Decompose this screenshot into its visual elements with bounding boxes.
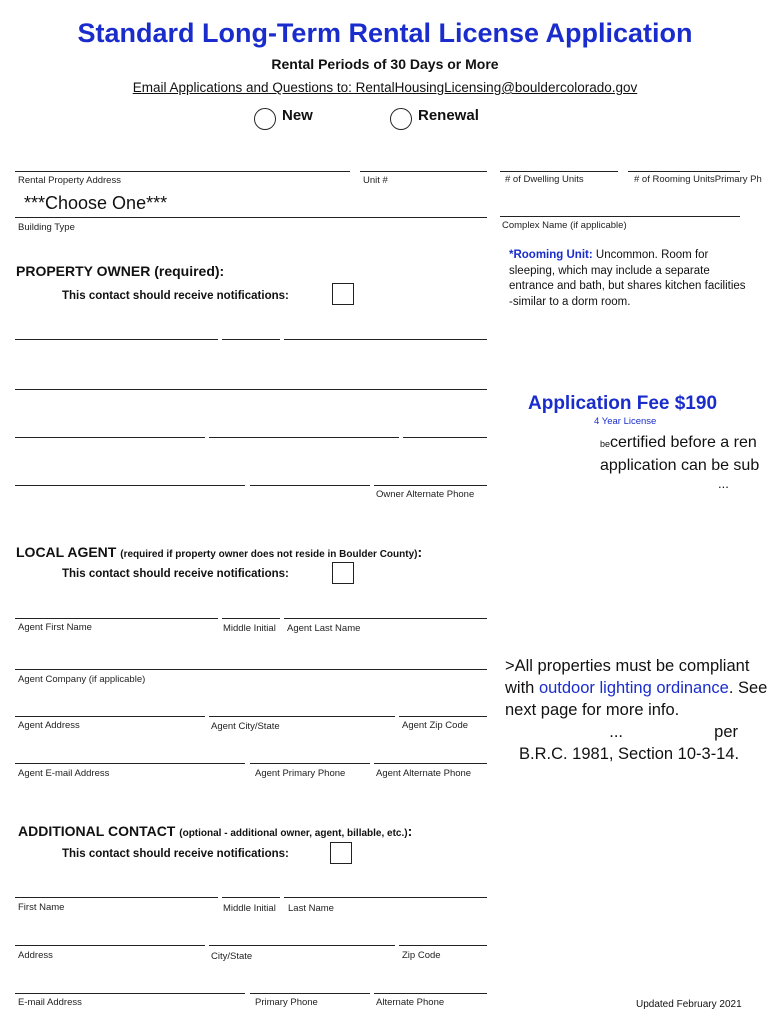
agent-zip-field[interactable] <box>399 716 487 717</box>
email-instructions[interactable]: Email Applications and Questions to: RentalHousingLicensing@bouldercolorado.gov <box>132 80 638 95</box>
additional-last-name-field[interactable] <box>284 897 487 898</box>
additional-address-label: Address <box>18 950 53 961</box>
agent-alt-phone-label: Agent Alternate Phone <box>376 768 472 779</box>
owner-alt-phone-field[interactable] <box>374 485 487 486</box>
additional-heading <box>18 823 412 839</box>
compliance-section: B.R.C. 1981, Section 10-3-14. <box>519 745 740 763</box>
additional-alt-phone-label: Alternate Phone <box>376 997 445 1008</box>
additional-heading-text: ADDITIONAL CONTACT <box>18 823 176 839</box>
additional-first-name-label: First Name <box>18 902 65 913</box>
certification-line1: certified before a ren <box>610 434 757 451</box>
owner-primary-phone-field[interactable] <box>250 485 370 486</box>
owner-company-field[interactable] <box>15 389 487 390</box>
additional-notify-label: This contact should receive notifications: <box>62 848 289 860</box>
owner-email-field[interactable] <box>15 485 245 486</box>
complex-name-label: Complex Name (if applicable) <box>502 220 627 231</box>
additional-city-state-field[interactable] <box>209 945 395 946</box>
agent-company-label: Agent Company (if applicable) <box>18 674 146 685</box>
agent-notify-label: This contact should receive notifications: <box>62 568 289 580</box>
agent-heading-colon: : <box>417 544 423 560</box>
application-fee: Application Fee $190 <box>528 393 718 414</box>
certification-small: be <box>600 439 611 449</box>
building-type-select[interactable]: ***Choose One*** <box>24 193 168 213</box>
renewal-label: Renewal <box>418 107 479 124</box>
unit-field[interactable] <box>360 171 487 172</box>
agent-email-label: Agent E-mail Address <box>18 768 110 779</box>
agent-city-state-label: Agent City/State <box>211 721 280 732</box>
owner-last-name-field[interactable] <box>284 339 487 340</box>
complex-name-field[interactable] <box>500 216 740 217</box>
agent-primary-phone-field[interactable] <box>250 763 370 764</box>
additional-heading-note: (optional - additional owner, agent, billable, etc.) <box>179 828 408 839</box>
additional-city-state-label: City/State <box>211 951 253 962</box>
lighting-compliance-note <box>505 655 770 765</box>
compliance-post: . See next page for more info. <box>505 679 768 719</box>
agent-email-field[interactable] <box>15 763 245 764</box>
owner-middle-initial-field[interactable] <box>222 339 280 340</box>
certification-line2: application can be sub <box>600 457 760 474</box>
license-term: 4 Year License <box>594 416 657 427</box>
agent-alt-phone-field[interactable] <box>374 763 487 764</box>
rental-address-field[interactable] <box>15 171 350 172</box>
updated-date: Updated February 2021 <box>636 999 742 1010</box>
agent-last-name-field[interactable] <box>284 618 487 619</box>
unit-label: Unit # <box>363 175 388 186</box>
rooming-unit-term: *Rooming Unit: <box>509 249 593 261</box>
rooming-units-label: # of Rooming UnitsPrimary Ph <box>634 174 762 185</box>
agent-primary-phone-label: Agent Primary Phone <box>255 768 346 779</box>
building-type-line <box>15 217 487 218</box>
agent-first-name-label: Agent First Name <box>18 622 92 633</box>
certification-ellipsis: ... <box>718 476 729 491</box>
owner-first-name-field[interactable] <box>15 339 218 340</box>
rooming-unit-note <box>509 248 749 310</box>
agent-company-field[interactable] <box>15 669 487 670</box>
new-label: New <box>282 107 313 124</box>
dwelling-units-label: # of Dwelling Units <box>505 174 584 185</box>
agent-middle-initial-label: Middle Initial <box>223 623 276 634</box>
dwelling-units-field[interactable] <box>500 171 618 172</box>
rental-address-label: Rental Property Address <box>18 175 121 186</box>
additional-email-field[interactable] <box>15 993 245 994</box>
agent-zip-label: Agent Zip Code <box>402 720 469 731</box>
agent-last-name-label: Agent Last Name <box>287 623 361 634</box>
agent-notify-checkbox[interactable] <box>332 562 354 584</box>
additional-primary-phone-field[interactable] <box>250 993 370 994</box>
building-type-label: Building Type <box>18 222 75 233</box>
agent-first-name-field[interactable] <box>15 618 218 619</box>
owner-heading: PROPERTY OWNER (required): <box>16 263 225 279</box>
additional-middle-initial-field[interactable] <box>222 897 280 898</box>
additional-email-label: E-mail Address <box>18 997 82 1008</box>
form-title: Standard Long-Term Rental License Application <box>77 18 693 48</box>
additional-notify-checkbox[interactable] <box>330 842 352 864</box>
new-radio[interactable] <box>254 108 276 130</box>
outdoor-lighting-link[interactable]: outdoor lighting ordinance <box>538 679 729 697</box>
owner-notify-checkbox[interactable] <box>332 283 354 305</box>
agent-heading-text: LOCAL AGENT <box>16 544 117 560</box>
additional-alt-phone-field[interactable] <box>374 993 487 994</box>
additional-zip-field[interactable] <box>399 945 487 946</box>
compliance-per: per <box>714 723 738 741</box>
rooming-unit-text: Uncommon. Room for sleeping, which may include a separate entrance and bath, but shares kitchen facilities -similar to a dorm room. <box>509 249 746 308</box>
additional-last-name-label: Last Name <box>288 903 334 914</box>
agent-middle-initial-field[interactable] <box>222 618 280 619</box>
certification-note <box>600 432 759 476</box>
agent-heading-note: (required if property owner does not reside in Boulder County) <box>120 549 418 560</box>
rooming-units-field[interactable] <box>628 171 740 172</box>
owner-alt-phone-label: Owner Alternate Phone <box>376 489 475 500</box>
owner-address-field[interactable] <box>15 437 205 438</box>
owner-notify-label: This contact should receive notifications: <box>62 290 289 302</box>
agent-heading <box>16 544 422 560</box>
additional-address-field[interactable] <box>15 945 205 946</box>
renewal-radio[interactable] <box>390 108 412 130</box>
additional-middle-initial-label: Middle Initial <box>223 903 276 914</box>
agent-address-label: Agent Address <box>18 720 80 731</box>
form-subtitle: Rental Periods of 30 Days or More <box>271 56 499 72</box>
agent-city-state-field[interactable] <box>209 716 395 717</box>
owner-city-state-field[interactable] <box>209 437 399 438</box>
additional-heading-colon: : <box>407 823 413 839</box>
additional-primary-phone-label: Primary Phone <box>255 997 318 1008</box>
agent-address-field[interactable] <box>15 716 205 717</box>
compliance-pre: >All properties must be compliant with <box>505 657 750 697</box>
owner-zip-field[interactable] <box>403 437 487 438</box>
additional-zip-label: Zip Code <box>402 950 441 961</box>
additional-first-name-field[interactable] <box>15 897 218 898</box>
compliance-ellipsis: ... <box>609 723 623 741</box>
